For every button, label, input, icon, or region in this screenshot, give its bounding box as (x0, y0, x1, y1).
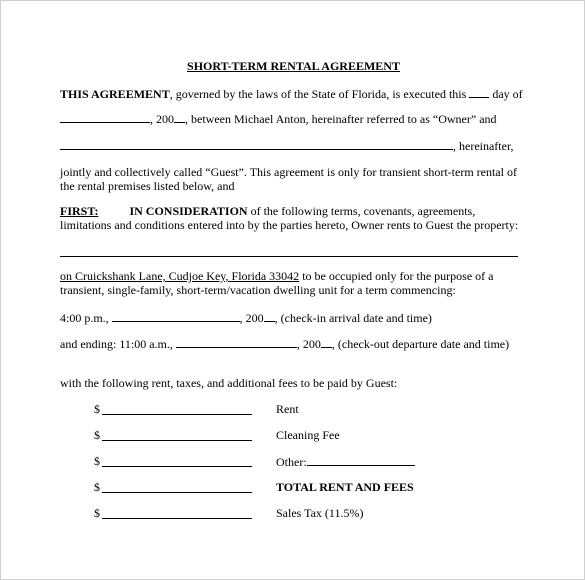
sales-tax-currency: $ (94, 506, 100, 520)
checkin-line: 4:00 p.m., , 200 , (check-in arrival date and time) (60, 311, 432, 325)
year-blank[interactable] (174, 111, 185, 123)
agreement-line-3: , hereinafter, (60, 138, 513, 153)
checkout-year-blank[interactable] (321, 336, 332, 348)
day-blank[interactable] (469, 86, 489, 98)
first-line-3: on Cruickshank Lane, Cudjoe Key, Florida 33042 to be occupied only for the purpose of a (60, 269, 494, 283)
checkout-line: and ending: 11:00 a.m., , 200 , (check-out departure date and time) (60, 337, 510, 351)
agreement-line-2: , 200 , between Michael Anton, hereinafter referred to as “Owner” and (60, 111, 497, 126)
consideration-heading: IN CONSIDERATION (129, 204, 248, 218)
rent-currency: $ (94, 402, 100, 416)
first-line-2: limitations and conditions entered into by the parties hereto, Owner rents to Guest the property: (60, 218, 519, 232)
property-address: on Cruickshank Lane, Cudjoe Key, Florida 33042 (60, 269, 300, 283)
sales-tax-label: Sales Tax (11.5%) (276, 506, 364, 520)
fees-intro: with the following rent, taxes, and additional fees to be paid by Guest: (60, 376, 398, 390)
document-title: SHORT-TERM RENTAL AGREEMENT (187, 59, 400, 73)
cleaning-fee-currency: $ (94, 428, 100, 442)
guest-name-blank[interactable] (60, 138, 453, 150)
month-blank[interactable] (60, 111, 150, 123)
rent-label: Rent (276, 402, 299, 416)
other-amount-blank[interactable] (102, 466, 252, 467)
cleaning-fee-amount-blank[interactable] (102, 440, 252, 441)
agreement-line-5: the rental premises listed below, and (60, 179, 235, 193)
total-label: TOTAL RENT AND FEES (276, 480, 414, 494)
first-line-1: FIRST: IN CONSIDERATION of the following terms, covenants, agreements, (60, 204, 476, 218)
other-label: Other: (276, 454, 415, 470)
cleaning-fee-label: Cleaning Fee (276, 428, 340, 442)
agreement-line-4: jointly and collectively called “Guest”. This agreement is only for transient short-term rental of (60, 165, 517, 179)
sales-tax-amount-blank[interactable] (102, 518, 252, 519)
checkin-date-blank[interactable] (112, 310, 240, 322)
total-currency: $ (94, 480, 100, 494)
total-amount-blank[interactable] (102, 492, 252, 493)
first-line-4: transient, single-family, short-term/vacation dwelling unit for a term commencing: (60, 283, 456, 297)
other-currency: $ (94, 454, 100, 468)
first-label: FIRST: (60, 204, 99, 218)
other-description-blank[interactable] (307, 454, 415, 466)
rent-amount-blank[interactable] (102, 414, 252, 415)
agreement-lead: THIS AGREEMENT (60, 87, 170, 101)
agreement-line-1: THIS AGREEMENT, governed by the laws of the State of Florida, is executed this day of (60, 87, 523, 101)
checkout-date-blank[interactable] (176, 336, 297, 348)
property-blank[interactable] (60, 256, 518, 257)
checkin-year-blank[interactable] (264, 310, 275, 322)
